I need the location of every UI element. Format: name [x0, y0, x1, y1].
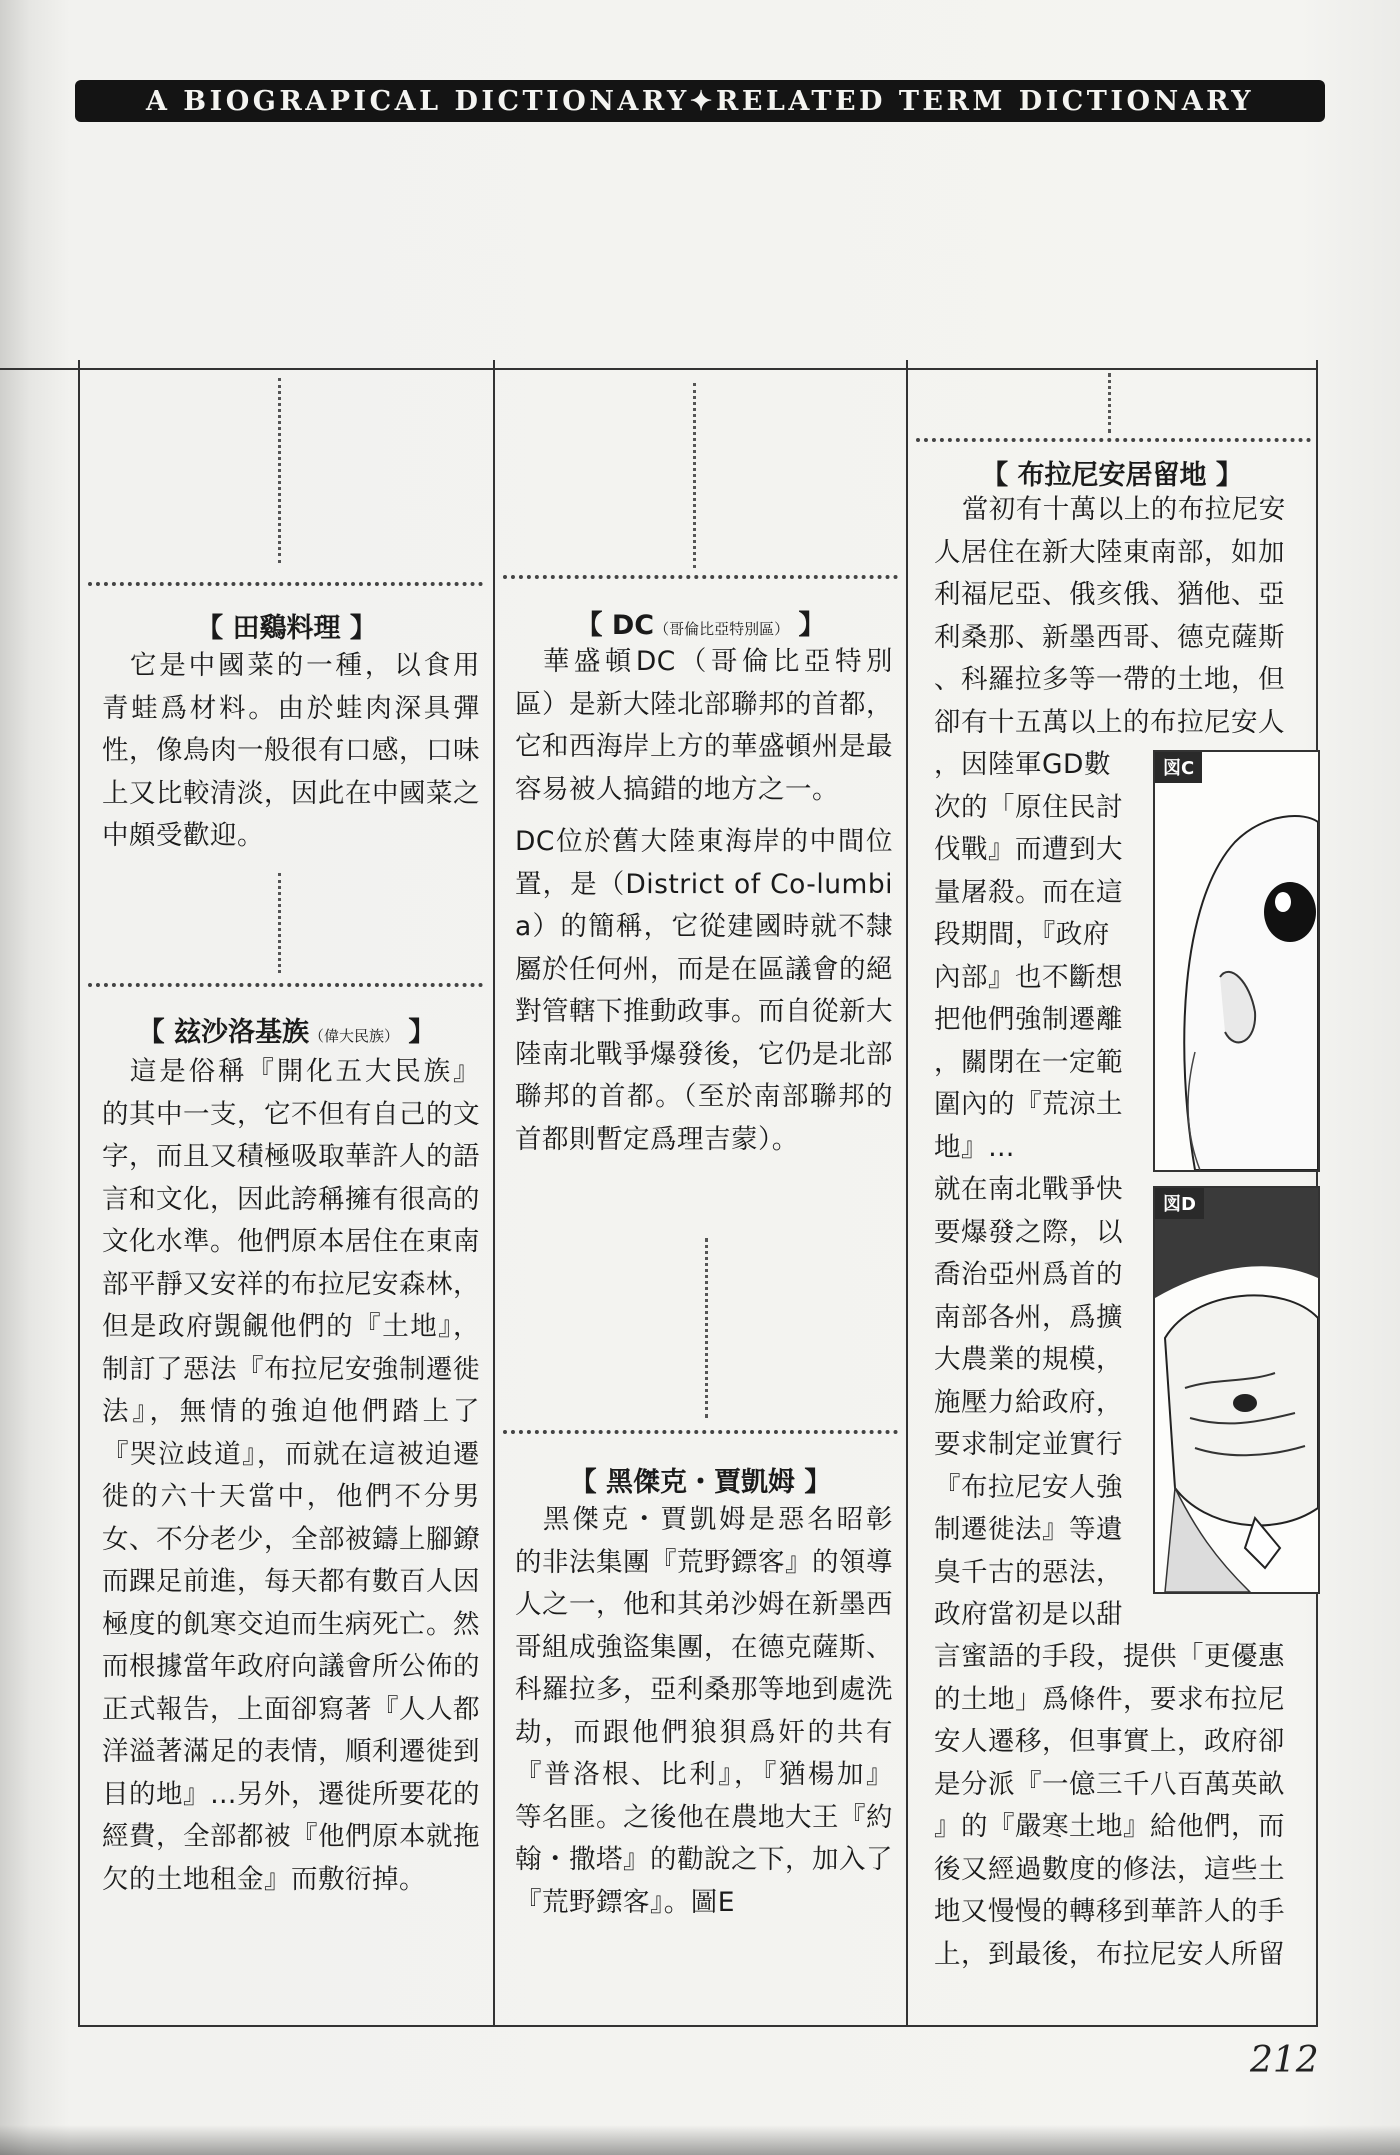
dotted-separator — [88, 983, 483, 987]
entry-body-reservation-top: 當初有十萬以上的布拉尼安 人居住在新大陸東南部，如加 利福尼亞、俄亥俄、猶他、亞 利桑那、新墨西哥、德克薩斯 、科羅拉多等一帶的土地，但 卻有十五萬以上的布拉尼安人 — [934, 494, 1286, 738]
bottom-rule — [78, 2025, 1318, 2027]
entry-title-black-jack: 【 黑傑克・賈凱姆 】 — [569, 1467, 832, 1498]
entry-title-frog-dish: 【 田鷄料理 】 — [196, 613, 377, 644]
dotted-connector — [1108, 373, 1111, 433]
column-1 — [80, 368, 493, 2025]
entry-body-tribe — [102, 1051, 480, 1901]
paragraph: 它是中國菜的一種，以食用青蛙爲材料。由於蛙肉深具彈性，像鳥肉一般很有口感，口味上又比較清淡，因此在中國菜之中頗受歡迎。 — [102, 650, 480, 851]
dotted-connector — [278, 873, 281, 973]
binding-shadow — [0, 2125, 1400, 2155]
paragraph: 這是俗稱『開化五大民族』的其中一支，它不但有自己的文字，而且又積極吸取華許人的語言和文化，因此誇稱擁有很高的文化水準。他們原本居住在東南部平靜又安祥的布拉尼安森林，但是政府覬覦他們的『土地』，制訂了惡法『布拉尼安強制遷徙法』，無情的強迫他們踏上了『哭泣歧道』，而就在這被迫遷徙的六十天當中，他們不分男女、不分老少，全部被鑄上腳鐐而踝足前進，每天都有數百人因極度的飢寒交迫而生病死亡。然而根據當年政府向議會所公佈的正式報告，上面卻寫著『人人都洋溢著滿足的表情，順利遷徙到目的地』…另外，遷徙所要花的經費，全部都被『他們原本就拖欠的土地租金』而敷衍掉。 — [102, 1056, 480, 1895]
figure-d — [1153, 1186, 1320, 1594]
figure-d-label: 図D — [1155, 1188, 1204, 1219]
entry-body-dc — [515, 641, 893, 1161]
dotted-separator — [503, 575, 898, 579]
entry-title-tribe: 【 玆沙洛基族（偉大民族） 】 — [137, 1017, 436, 1048]
dotted-connector — [278, 378, 281, 563]
dotted-separator — [88, 582, 483, 586]
dotted-connector — [705, 1238, 708, 1418]
entry-title-reservation: 【 布拉尼安居留地 】 — [981, 460, 1243, 491]
entry-body-reservation-bottom: 言蜜語的手段，提供「更優惠 的土地」爲條件，要求布拉尼 安人遷移，但事實上，政府卻 是分派『一億三千八百萬英畝 』的『嚴寒土地』給他們，而 後又經過數度的修法，這些土 地又慢慢的轉移到華許人的手 上，到最後，布拉尼安人所留 — [934, 1641, 1285, 1970]
figure-c-illustration — [1155, 752, 1318, 1170]
dotted-separator — [503, 1430, 898, 1434]
entry-body-frog-dish — [102, 645, 480, 858]
figure-c-label: 図C — [1155, 752, 1202, 783]
page-number: 212 — [1250, 2040, 1319, 2081]
dotted-connector — [693, 383, 696, 568]
paragraph: DC位於舊大陸東海岸的中間位置，是（District of Co-lumbia）的簡稱，它從建國時就不隸屬於任何州，而是在區議會的絕對管轄下推動政事。而自從新大陸南北戰爭爆發後，它仍是北部聯邦的首都。（至於南部聯邦的首都則暫定爲理吉蒙）。 — [515, 826, 893, 1155]
dotted-separator — [916, 438, 1311, 442]
entry-body-reservation-beside-c: ，因陸軍GD數 次的「原住民討 伐戰』而遭到大 量屠殺。而在這 段期間，『政府 內部』也不斷想 把他們強制遷離 ，關閉在一定範 圍內的『荒涼土 地』… — [934, 749, 1123, 1163]
entry-body-reservation-beside-d: 就在南北戰爭快 要爆發之際，以 喬治亞州爲首的 南部各州，爲擴 大農業的規模， 施壓力給政府， 要求制定並實行 『布拉尼安人強 制遷徙法』等遺 臭千古的惡法， 政府當初是以甜 — [934, 1174, 1123, 1630]
column-3 — [908, 368, 1316, 2025]
header-title: A BIOGRAPICAL DICTIONARY✦RELATED TERM DICTIONARY — [145, 85, 1255, 117]
paragraph: 黑傑克・賈凱姆是惡名昭彰的非法集團『荒野鏢客』的領導人之一，他和其弟沙姆在新墨西哥組成強盜集團，在德克薩斯、科羅拉多，亞利桑那等地到處洗劫，而跟他們狼狽爲奸的共有『普洛根、比利』，『猶楊加』等名匪。之後他在農地大王『約翰・撒塔』的勸說之下，加入了『荒野鏢客』。圖E — [515, 1504, 893, 1918]
column-2 — [495, 368, 906, 2025]
figure-c — [1153, 750, 1320, 1172]
paragraph: 華盛頓DC（哥倫比亞特別區）是新大陸北部聯邦的首都，它和西海岸上方的華盛頓州是最容易被人搞錯的地方之一。 — [515, 646, 893, 805]
figure-d-illustration — [1155, 1188, 1318, 1592]
entry-body-black-jack — [515, 1499, 893, 1924]
entry-title-dc: 【 DC（哥倫比亞特別區） 】 — [575, 610, 826, 641]
header-band — [75, 80, 1325, 122]
